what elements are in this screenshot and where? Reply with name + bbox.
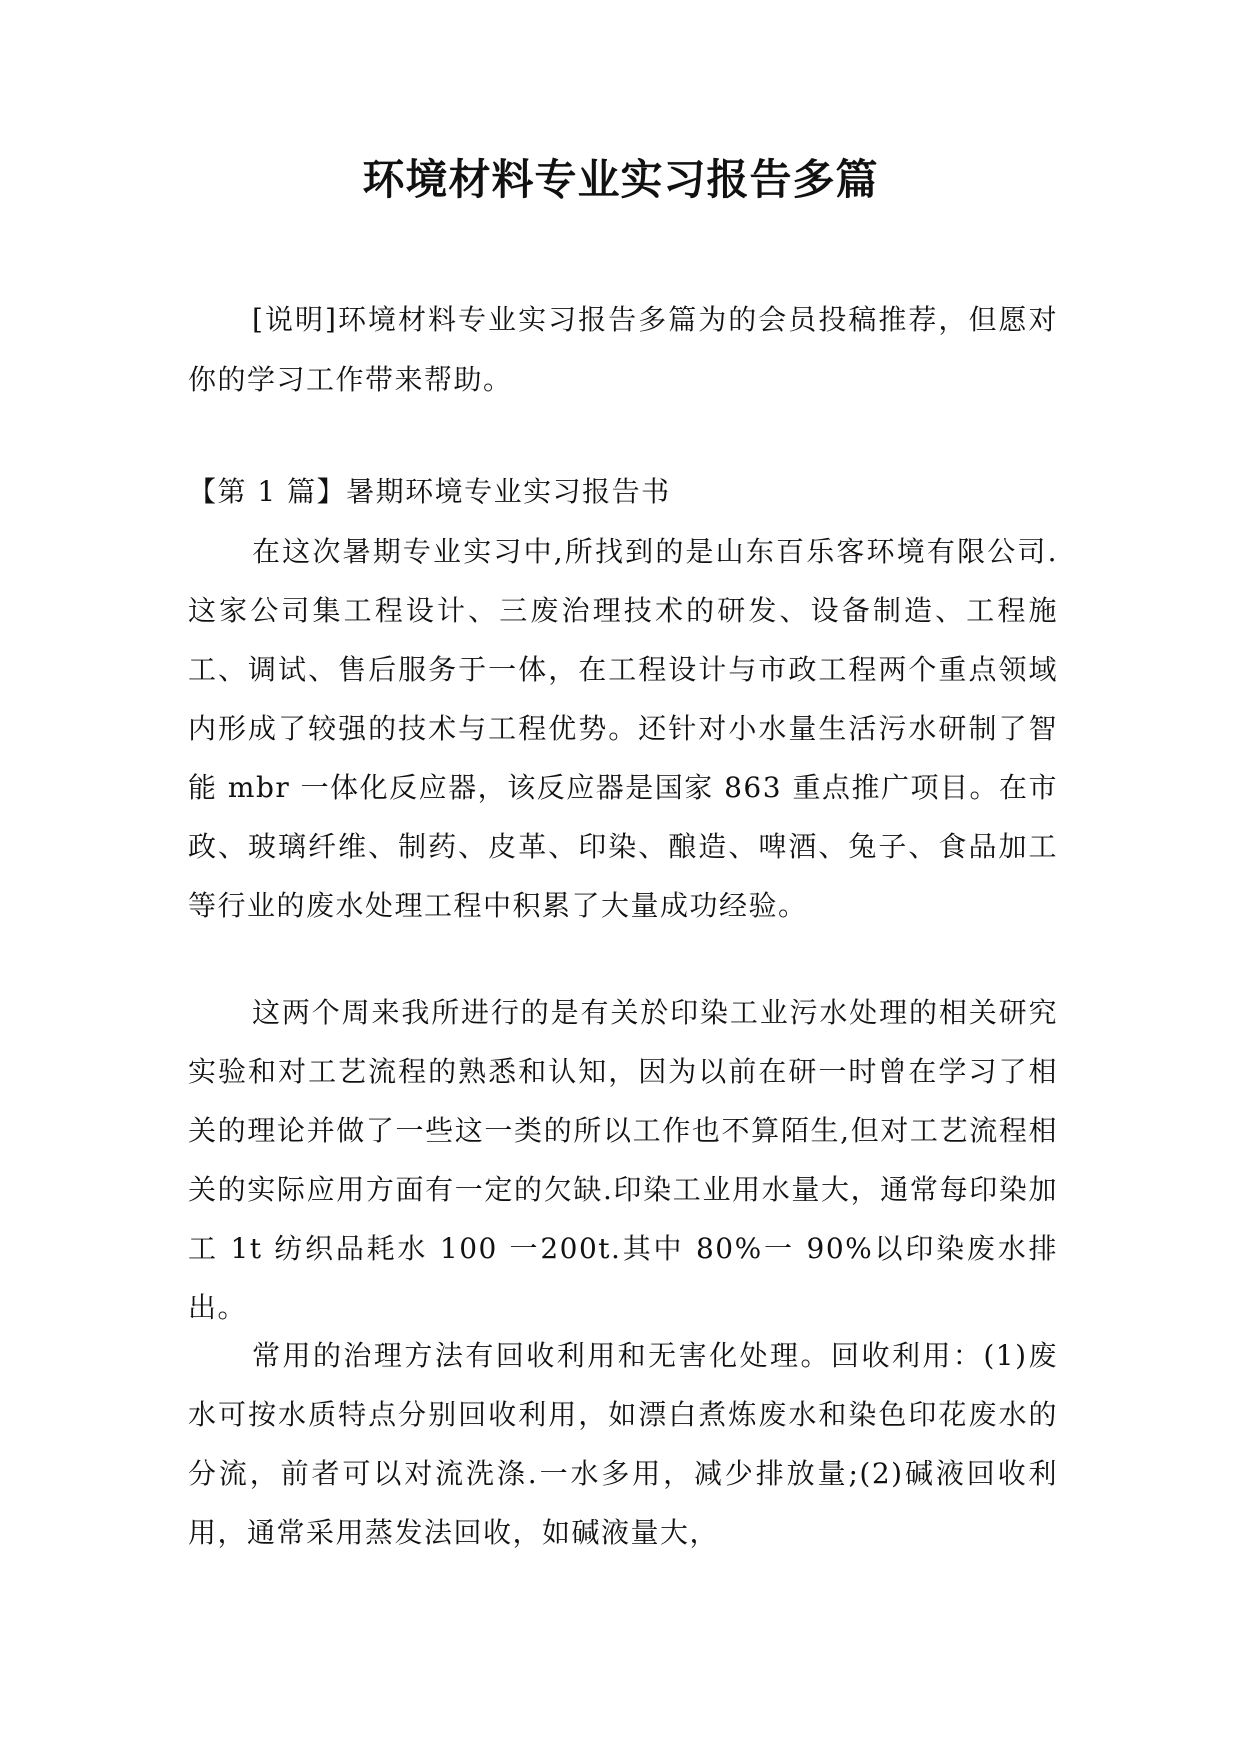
body-paragraph-3: 常用的治理方法有回收利用和无害化处理。回收利用：(1)废水可按水质特点分别回收利用，如漂白煮炼废水和染色印花废水的分流，前者可以对流洗涤.一水多用，减少排放量;(2)碱液回收利用，通常采用蒸发法回收，如碱液量大， (188, 1339, 1058, 1549)
intro-paragraph: [说明]环境材料专业实习报告多篇为的会员投稿推荐，但愿对你的学习工作带来帮助。 (188, 303, 1058, 396)
document-title: 环境材料专业实习报告多篇 (362, 155, 879, 204)
body-paragraph-2: 这两个周来我所进行的是有关於印染工业污水处理的相关研究实验和对工艺流程的熟悉和认知，因为以前在研一时曾在学习了相关的理论并做了一些这一类的所以工作也不算陌生,但对工艺流程相关的实际应用方面有一定的欠缺.印染工业用水量大，通常每印染加工 1t 纺织品耗水 100 一200t.其中 80%一 90%以印染废水排出。 (188, 996, 1058, 1324)
body-paragraph-1: 在这次暑期专业实习中,所找到的是山东百乐客环境有限公司.这家公司集工程设计、三废治理技术的研发、设备制造、工程施工、调试、售后服务于一体，在工程设计与市政工程两个重点领域内形成了较强的技术与工程优势。还针对小水量生活污水研制了智能 mbr 一体化反应器，该反应器是国家 863 重点推广项目。在市政、玻璃纤维、制药、皮革、印染、酿造、啤酒、兔子、食品加工等行业的废水处理工程中积累了大量成功经验。 (188, 535, 1058, 922)
section-heading: 【第 1 篇】暑期环境专业实习报告书 (188, 475, 671, 508)
